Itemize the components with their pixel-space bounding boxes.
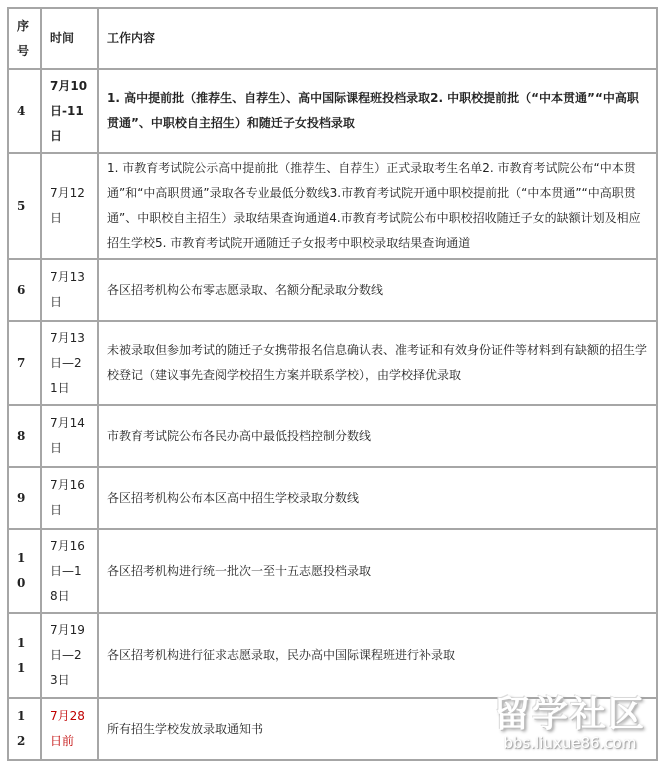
header-no: 序号 <box>8 8 41 69</box>
table-row <box>8 153 657 259</box>
watermark-url: bbs.liuxue86.com <box>503 734 637 752</box>
row-content: 所有招生学校发放录取通知书 <box>98 698 657 760</box>
row-no: 12 <box>8 698 41 760</box>
row-content: 1. 市教育考试院公示高中提前批（推荐生、自荐生）正式录取考生名单2. 市教育考试院公布“中本贯通”和“中高职贯通”录取各专业最低分数线3.市教育考试院开通中职校提前批（“中本贯通”“中高职贯通”、中职校自主招生）录取结果查询通道4.市教育考试院公布中职校招收随迁子女的缺额计划及相应招生学校5. 市教育考试院开通随迁子女报考中职校录取结果查询通道 <box>98 153 657 259</box>
row-no: 10 <box>8 529 41 613</box>
table-row <box>8 259 657 321</box>
row-no: 6 <box>8 259 41 321</box>
row-no: 4 <box>8 69 41 153</box>
row-time: 7月19日—23日 <box>41 613 98 698</box>
row-content: 各区招考机构进行统一批次一至十五志愿投档录取 <box>98 529 657 613</box>
row-time: 7月16日—18日 <box>41 529 98 613</box>
row-time: 7月14日 <box>41 405 98 467</box>
row-content: 各区招考机构公布本区高中招生学校录取分数线 <box>98 467 657 529</box>
row-time: 7月16日 <box>41 467 98 529</box>
table-row <box>8 69 657 153</box>
row-content: 各区招考机构进行征求志愿录取，民办高中国际课程班进行补录取 <box>98 613 657 698</box>
row-time-highlighted: 7月28日前 <box>41 698 98 760</box>
admission-schedule-table <box>7 7 658 761</box>
row-no: 9 <box>8 467 41 529</box>
table-row <box>8 529 657 613</box>
table-row <box>8 321 657 405</box>
row-time: 7月12日 <box>41 153 98 259</box>
table-row <box>8 698 657 760</box>
table-row <box>8 467 657 529</box>
row-no: 5 <box>8 153 41 259</box>
table-header-row <box>8 8 657 69</box>
row-no: 7 <box>8 321 41 405</box>
row-content: 未被录取但参加考试的随迁子女携带报名信息确认表、准考证和有效身份证件等材料到有缺额的招生学校登记（建议事先查阅学校招生方案并联系学校），由学校择优录取 <box>98 321 657 405</box>
table-row <box>8 405 657 467</box>
table-row <box>8 613 657 698</box>
row-content: 市教育考试院公布各民办高中最低投档控制分数线 <box>98 405 657 467</box>
row-no: 8 <box>8 405 41 467</box>
row-time: 7月10日-11日 <box>41 69 98 153</box>
header-time: 时间 <box>41 8 98 69</box>
row-content: 各区招考机构公布零志愿录取、名额分配录取分数线 <box>98 259 657 321</box>
header-content: 工作内容 <box>98 8 657 69</box>
row-no: 11 <box>8 613 41 698</box>
row-time: 7月13日 <box>41 259 98 321</box>
watermark-logo-text: 留学社区 <box>493 694 646 735</box>
row-content: 1. 高中提前批（推荐生、自荐生）、高中国际课程班投档录取2. 中职校提前批（“中本贯通”“中高职贯通”、中职校自主招生）和随迁子女投档录取 <box>98 69 657 153</box>
row-time: 7月13日—21日 <box>41 321 98 405</box>
